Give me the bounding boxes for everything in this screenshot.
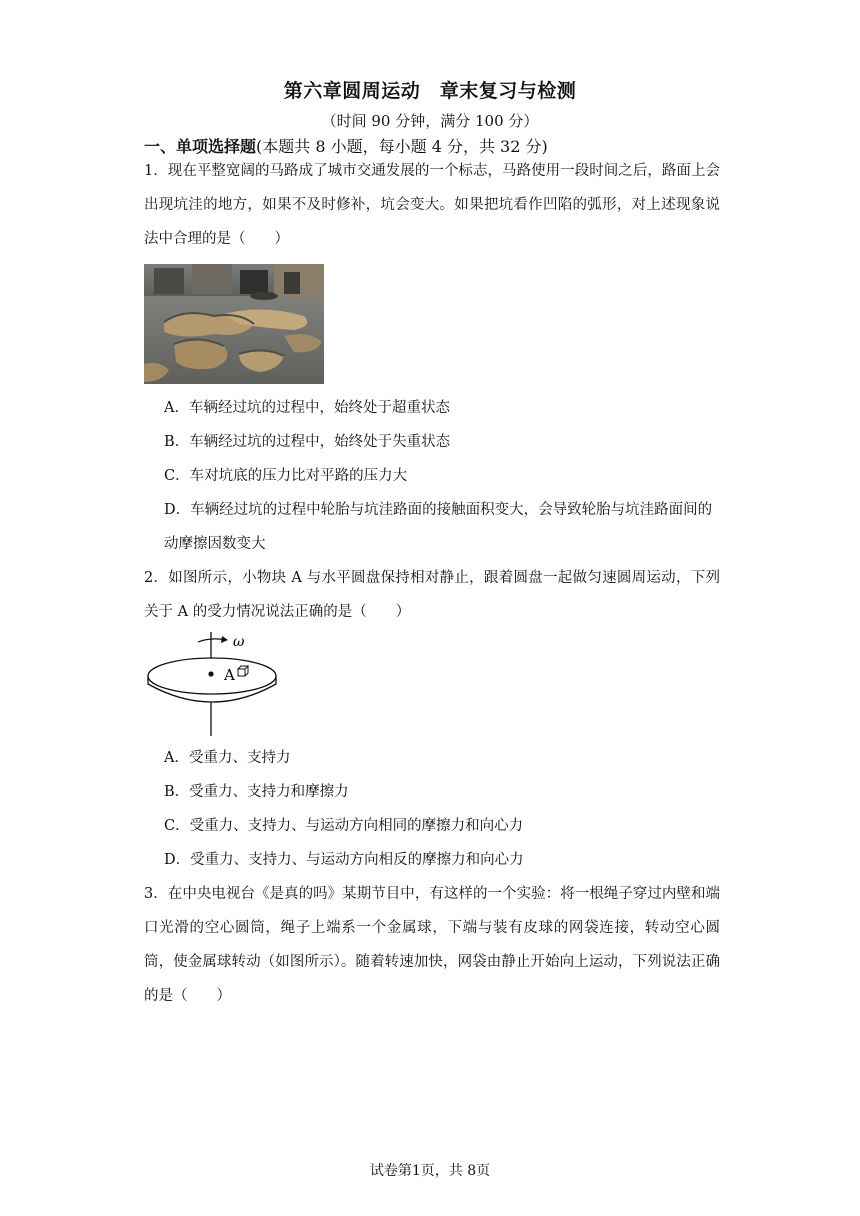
pothole-photo <box>144 264 324 384</box>
exam-info: （时间 90 分钟，满分 100 分） <box>321 112 539 130</box>
question-3-stem: 3．在中央电视台《是真的吗》某期节目中，有这样的一个实验：将一根绳子穿过内壁和端口光滑的空心圆筒，绳子上端系一个金属球，下端与装有皮球的网袋连接，转动空心圆筒，使金属球转动（如图所示）。随着转速加快，网袋由静止开始向上运动，下列说法正确的是（ ） <box>144 886 720 1004</box>
pothole-photo-image <box>144 264 324 384</box>
rotating-disk-figure <box>142 632 282 736</box>
question-1-option-c: C．车对坑底的压力比对平路的压力大 <box>164 468 408 484</box>
question-1-option-d: D．车辆经过坑的过程中轮胎与坑洼路面的接触面积变大，会导致轮胎与坑洼路面间的动摩擦因数变大 <box>164 502 713 552</box>
rotating-disk-diagram <box>142 632 282 736</box>
section-name: 一、单项选择题 <box>144 137 257 156</box>
question-2-option-b: B．受重力、支持力和摩擦力 <box>164 784 349 800</box>
page-title: 第六章圆周运动 章末复习与检测 <box>283 80 577 102</box>
section-note: (本题共 8 小题，每小题 4 分，共 32 分) <box>256 137 548 156</box>
question-2-option-d: D．受重力、支持力、与运动方向相反的摩擦力和向心力 <box>164 852 524 868</box>
question-2-stem: 2．如图所示，小物块 A 与水平圆盘保持相对静止，跟着圆盘一起做匀速圆周运动，下列关于 A 的受力情况说法正确的是（ ） <box>144 570 720 620</box>
block-a-label: A <box>224 666 235 684</box>
page-footer: 试卷第1页，共 8页 <box>369 1163 491 1179</box>
omega-label: ω <box>233 634 245 650</box>
question-1-option-a: A．车辆经过坑的过程中，始终处于超重状态 <box>164 400 450 416</box>
question-1-stem: 1．现在平整宽阔的马路成了城市交通发展的一个标志，马路使用一段时间之后，路面上会出现坑洼的地方，如果不及时修补，坑会变大。如果把坑看作凹陷的弧形，对上述现象说法中合理的是（ ） <box>144 163 720 247</box>
question-2-option-c: C．受重力、支持力、与运动方向相同的摩擦力和向心力 <box>164 818 524 834</box>
question-2-option-a: A．受重力、支持力 <box>164 750 291 766</box>
question-1-option-b: B．车辆经过坑的过程中，始终处于失重状态 <box>164 434 451 450</box>
